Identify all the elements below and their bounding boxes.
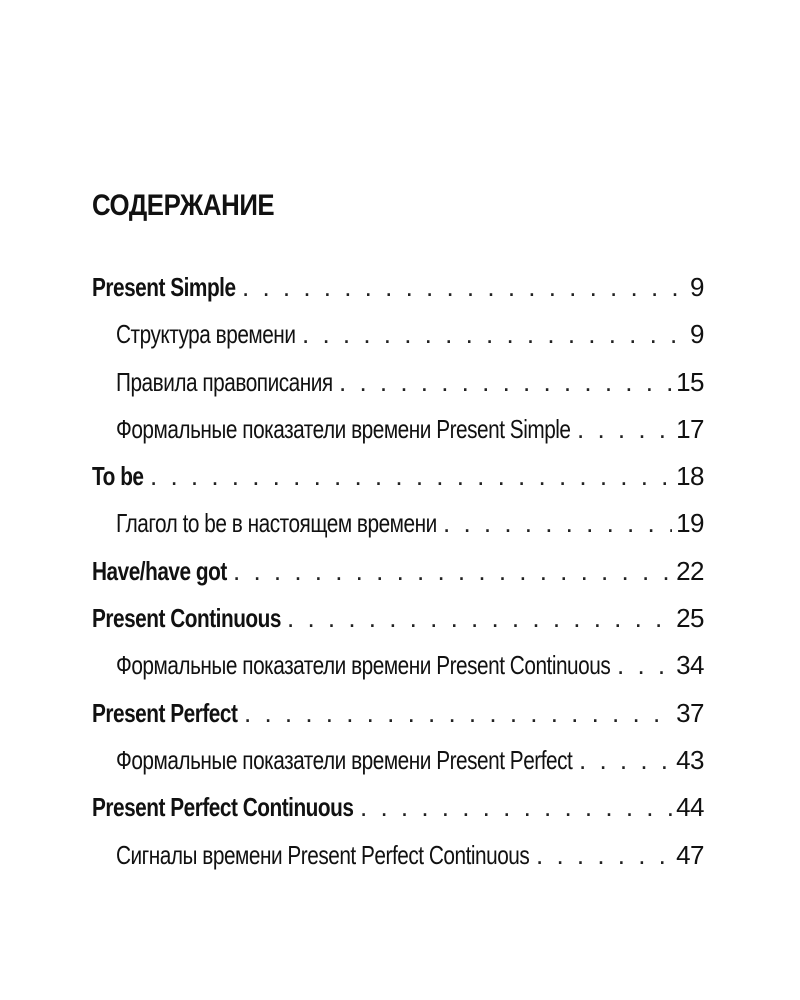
toc-entry-title-text: Формальные показатели времени Present Simple bbox=[116, 413, 571, 444]
toc-entry-section bbox=[92, 642, 704, 689]
toc-entry-title-text: Present Perfect Continuous bbox=[92, 792, 354, 823]
toc-entry-title bbox=[92, 690, 238, 737]
toc-entry-chapter bbox=[92, 453, 704, 500]
toc-page-number: 25 bbox=[676, 603, 704, 634]
toc-entry-section bbox=[92, 359, 704, 406]
toc-page-number: 17 bbox=[676, 413, 704, 444]
dot-leader bbox=[244, 690, 672, 737]
dot-leader bbox=[360, 784, 672, 831]
toc-entry-title-text: Present Simple bbox=[92, 272, 236, 302]
toc-page-number: 44 bbox=[676, 792, 704, 823]
toc-entry-title bbox=[116, 311, 296, 358]
toc-entry-title bbox=[92, 453, 144, 500]
toc-entry-title-text: Формальные показатели времени Present Continuous bbox=[116, 650, 611, 681]
toc-page-number: 43 bbox=[676, 744, 704, 775]
toc-entry-section bbox=[92, 311, 704, 358]
dot-leader bbox=[536, 832, 672, 879]
toc-entry-chapter bbox=[92, 548, 704, 595]
toc-entry-section bbox=[92, 737, 704, 784]
toc-entry-title bbox=[116, 359, 333, 406]
toc-page-number: 19 bbox=[676, 508, 704, 539]
toc-entry-title bbox=[92, 264, 236, 311]
toc-entry-title bbox=[116, 737, 573, 784]
toc-entry-title bbox=[116, 406, 571, 453]
dot-leader bbox=[579, 737, 672, 784]
page-title: СОДЕРЖАНИЕ bbox=[92, 189, 275, 222]
dot-leader bbox=[242, 264, 686, 311]
toc-entry-title-text: Present Perfect bbox=[92, 697, 238, 728]
toc-entry-title-text: Present Continuous bbox=[92, 603, 281, 634]
toc-entry-chapter bbox=[92, 784, 704, 831]
toc-entry-title-text: Структура времени bbox=[116, 319, 296, 350]
toc-entry-title bbox=[116, 642, 611, 689]
toc-entry-section bbox=[92, 500, 704, 547]
toc-entry-chapter bbox=[92, 595, 704, 642]
dot-leader bbox=[339, 359, 672, 406]
toc-page-number: 15 bbox=[676, 366, 704, 397]
toc-entry-title bbox=[92, 595, 281, 642]
dot-leader bbox=[577, 406, 672, 453]
toc-entry-title-text: To be bbox=[92, 461, 144, 492]
toc-entry-title bbox=[92, 548, 227, 595]
toc-page-number: 47 bbox=[676, 839, 704, 870]
toc-entry-title-text: Формальные показатели времени Present Perfect bbox=[116, 744, 573, 775]
toc-entry-title-text: Have/have got bbox=[92, 555, 227, 586]
dot-leader bbox=[443, 500, 672, 547]
toc-page-number: 9 bbox=[690, 319, 704, 350]
table-of-contents-page bbox=[92, 186, 704, 879]
toc-entry-title-text: Правила правописания bbox=[116, 366, 333, 397]
dot-leader bbox=[233, 548, 672, 595]
toc-list bbox=[92, 264, 704, 879]
toc-entry-title bbox=[92, 784, 354, 831]
toc-entry-title bbox=[116, 832, 530, 879]
toc-entry-title-text: Глагол to be в настоящем времени bbox=[116, 508, 437, 539]
toc-entry-section bbox=[92, 406, 704, 453]
toc-page-number: 34 bbox=[676, 650, 704, 681]
toc-entry-chapter bbox=[92, 690, 704, 737]
toc-page-number: 9 bbox=[690, 272, 704, 302]
dot-leader bbox=[150, 453, 672, 500]
toc-page-number: 37 bbox=[676, 697, 704, 728]
toc-page-number: 22 bbox=[676, 555, 704, 586]
toc-entry-title bbox=[116, 500, 437, 547]
dot-leader bbox=[287, 595, 672, 642]
toc-entry-title-text: Сигналы времени Present Perfect Continuous bbox=[116, 839, 530, 870]
toc-entry-chapter bbox=[92, 264, 704, 311]
dot-leader bbox=[302, 311, 686, 358]
toc-entry-section bbox=[92, 832, 704, 879]
toc-page-number: 18 bbox=[676, 461, 704, 492]
dot-leader bbox=[617, 642, 672, 689]
